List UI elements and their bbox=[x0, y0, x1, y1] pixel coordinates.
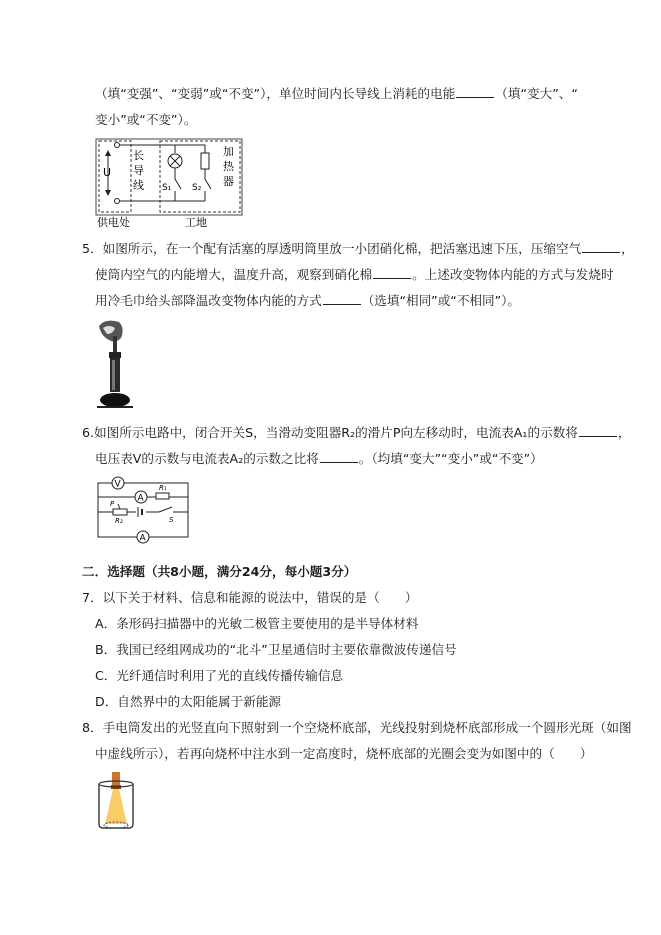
long-wire-label-1: 长 bbox=[133, 149, 144, 162]
q4-text-1b: （填“变大”、“ bbox=[495, 86, 578, 101]
heater-label-2: 热 bbox=[223, 160, 234, 173]
q4-line-2: 变小”或“不变”）。 bbox=[95, 112, 197, 127]
section-heading: 二．选择题（共8小题，满分24分，每小题3分） bbox=[82, 564, 357, 579]
q4-line-1 bbox=[95, 85, 578, 102]
r2-label: R₂ bbox=[115, 517, 123, 525]
answer-blank[interactable] bbox=[579, 424, 617, 437]
ammeter1-label: A bbox=[137, 493, 144, 504]
answer-blank[interactable] bbox=[582, 240, 620, 253]
q7-option-c[interactable]: C．光纤通信时利用了光的直线传播传输信息 bbox=[95, 668, 344, 683]
q5-text-2a: 使筒内空气的内能增大，温度升高，观察到硝化棉 bbox=[95, 267, 373, 282]
q7-option-b[interactable]: B．我国已经组网成功的“北斗”卫星通信时主要依靠微波传递信号 bbox=[95, 642, 457, 657]
q5-text-1a: 5．如图所示，在一个配有活塞的厚透明筒里放一小团硝化棉，把活塞迅速下压，压缩空气 bbox=[82, 241, 582, 256]
answer-blank[interactable] bbox=[373, 266, 411, 279]
q5-line-3 bbox=[95, 292, 520, 309]
q5-line-2 bbox=[95, 266, 614, 283]
supply-label: 供电处 bbox=[97, 216, 130, 229]
q4-circuit-figure bbox=[95, 137, 245, 230]
answer-blank[interactable] bbox=[320, 450, 358, 463]
q6-text-2b: 。（均填“变大”“变小”或“不变”） bbox=[358, 451, 543, 466]
long-wire-label-3: 线 bbox=[133, 179, 144, 192]
heater-label-3: 器 bbox=[223, 175, 234, 188]
q4-text-1a: （填“变强”、“变弱”或“不变”），单位时间内长导线上消耗的电能 bbox=[95, 86, 456, 101]
q6-text-1a: 6.如图所示电路中，闭合开关S，当滑动变阻器R₂的滑片P向左移动时，电流表A₁的示数将 bbox=[82, 425, 578, 440]
q5-text-3a: 用冷毛巾给头部降温改变物体内能的方式 bbox=[95, 293, 322, 308]
u-label: U bbox=[103, 166, 112, 179]
q6-line-1 bbox=[82, 424, 630, 441]
q6-text-2a: 电压表V的示数与电流表A₂的示数之比将 bbox=[95, 451, 319, 466]
answer-blank[interactable] bbox=[323, 292, 361, 305]
s1-label: S₁ bbox=[162, 183, 172, 193]
q8-line-1: 8．手电筒发出的光竖直向下照射到一个空烧杯底部，光线投射到烧杯底部形成一个圆形光斑（如图 bbox=[82, 720, 632, 735]
s2-label: S₂ bbox=[192, 183, 202, 193]
ammeter2-label: A bbox=[139, 533, 146, 544]
site-label: 工地 bbox=[185, 216, 207, 229]
q5-text-1b: ， bbox=[621, 241, 634, 256]
heater-label-1: 加 bbox=[223, 145, 234, 158]
slider-p-label: P bbox=[110, 500, 115, 508]
switch-s-label: S bbox=[169, 516, 174, 524]
q6-text-1b: ， bbox=[617, 425, 631, 440]
flashlight-beaker-image bbox=[95, 772, 137, 832]
q5-text-2b: 。上述改变物体内能的方式与发烧时 bbox=[412, 267, 614, 282]
q5-text-3b: （选填“相同”或“不相同”）。 bbox=[361, 293, 521, 308]
r1-label: R₁ bbox=[159, 484, 167, 492]
long-wire-label-2: 导 bbox=[133, 164, 144, 177]
q6-circuit-figure bbox=[93, 474, 193, 550]
q8-line-2: 中虚线所示），若再向烧杯中注水到一定高度时，烧杯底部的光圈会变为如图中的（ ） bbox=[95, 746, 593, 761]
q7-stem: 7．以下关于材料、信息和能源的说法中，错误的是（ ） bbox=[82, 590, 418, 605]
answer-blank[interactable] bbox=[456, 85, 494, 98]
q5-line-1 bbox=[82, 240, 634, 257]
voltmeter-label: V bbox=[114, 479, 121, 490]
q6-line-2 bbox=[95, 450, 543, 467]
q7-option-d[interactable]: D．自然界中的太阳能属于新能源 bbox=[95, 694, 282, 709]
q7-option-a[interactable]: A．条形码扫描器中的光敏二极管主要使用的是半导体材料 bbox=[95, 616, 419, 631]
piston-cylinder-image bbox=[95, 318, 135, 414]
